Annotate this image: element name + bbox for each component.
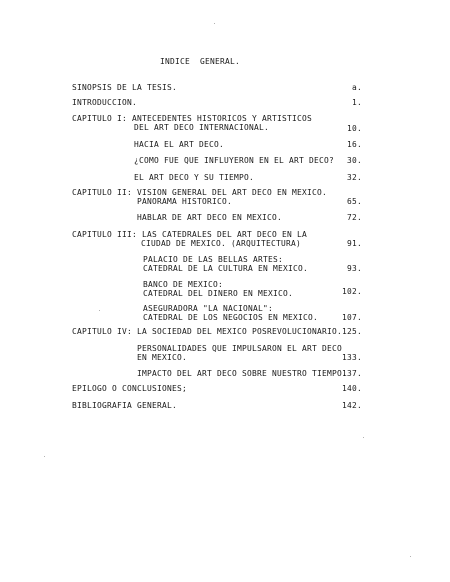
toc-page-capitulo-3: 91. (346, 239, 362, 248)
toc-page-su-tiempo: 32. (346, 173, 362, 182)
scan-speck (99, 310, 100, 311)
toc-entry-banco: BANCO DE MEXICO: (143, 280, 224, 289)
toc-page-capitulo-1: 10. (346, 124, 362, 133)
toc-entry-personalidades: PERSONALIDADES QUE IMPULSARON EL ART DECO (137, 344, 343, 353)
toc-entry-impacto: IMPACTO DEL ART DECO SOBRE NUESTRO TIEMPO. (137, 369, 348, 378)
toc-entry-aseguradora: ASEGURADORA "LA NACIONAL": (143, 304, 274, 313)
toc-page-hacia-el-art-deco: 16. (346, 140, 362, 149)
toc-page-bibliografia: 142. (341, 401, 362, 410)
toc-entry-capitulo-3-cont: CIUDAD DE MEXICO. (ARQUITECTURA) (141, 239, 302, 248)
toc-page-aseguradora: 107. (341, 313, 362, 322)
toc-entry-aseguradora-cont: CATEDRAL DE LOS NEGOCIOS EN MEXICO. (143, 313, 319, 322)
toc-page-hablar: 72. (346, 213, 362, 222)
scan-speck (44, 456, 45, 457)
toc-entry-personalidades-cont: EN MEXICO. (137, 353, 188, 362)
toc-page-capitulo-4: 125. (341, 327, 362, 336)
toc-entry-palacio-cont: CATEDRAL DE LA CULTURA EN MEXICO. (143, 264, 309, 273)
toc-entry-epilogo: EPILOGO O CONCLUSIONES; (72, 384, 188, 393)
toc-entry-bibliografia: BIBLIOGRAFIA GENERAL. (72, 401, 178, 410)
toc-page-banco: 102. (341, 287, 362, 296)
toc-entry-capitulo-1-cont: DEL ART DECO INTERNACIONAL. (134, 123, 270, 132)
toc-entry-hacia-el-art-deco: HACIA EL ART DECO. (134, 140, 225, 149)
scan-speck (410, 556, 411, 557)
toc-entry-capitulo-2-cont: PANORAMA HISTORICO. (137, 197, 233, 206)
toc-entry-capitulo-4: CAPITULO IV: LA SOCIEDAD DEL MEXICO POSREVOLUCIONARIO. (72, 327, 343, 336)
toc-page-palacio: 93. (346, 264, 362, 273)
toc-entry-capitulo-2: CAPITULO II: VISION GENERAL DEL ART DECO EN MEXICO. (72, 188, 328, 197)
scan-speck (363, 437, 364, 438)
toc-entry-sinopsis: SINOPSIS DE LA TESIS. (72, 83, 178, 92)
toc-page-introduccion: 1. (351, 98, 362, 107)
toc-entry-hablar: HABLAR DE ART DECO EN MEXICO. (137, 213, 283, 222)
toc-page-epilogo: 140. (341, 384, 362, 393)
toc-entry-capitulo-1: CAPITULO I: ANTECEDENTES HISTORICOS Y ARTISTICOS (72, 114, 313, 123)
scan-speck (214, 23, 215, 24)
page-title: INDICE GENERAL. (160, 57, 241, 66)
toc-page-impacto: 137. (341, 369, 362, 378)
toc-entry-palacio: PALACIO DE LAS BELLAS ARTES: (143, 255, 284, 264)
toc-entry-introduccion: INTRODUCCION. (72, 98, 138, 107)
toc-entry-capitulo-3: CAPITULO III: LAS CATEDRALES DEL ART DECO EN LA (72, 230, 308, 239)
toc-page-capitulo-2: 65. (346, 197, 362, 206)
toc-page-sinopsis: a. (351, 83, 362, 92)
toc-page-personalidades: 133. (341, 353, 362, 362)
toc-entry-banco-cont: CATEDRAL DEL DINERO EN MEXICO. (143, 289, 294, 298)
toc-entry-como-fue: ¿COMO FUE QUE INFLUYERON EN EL ART DECO? (134, 156, 335, 165)
toc-page-como-fue: 30. (346, 156, 362, 165)
toc-entry-su-tiempo: EL ART DECO Y SU TIEMPO. (134, 173, 255, 182)
